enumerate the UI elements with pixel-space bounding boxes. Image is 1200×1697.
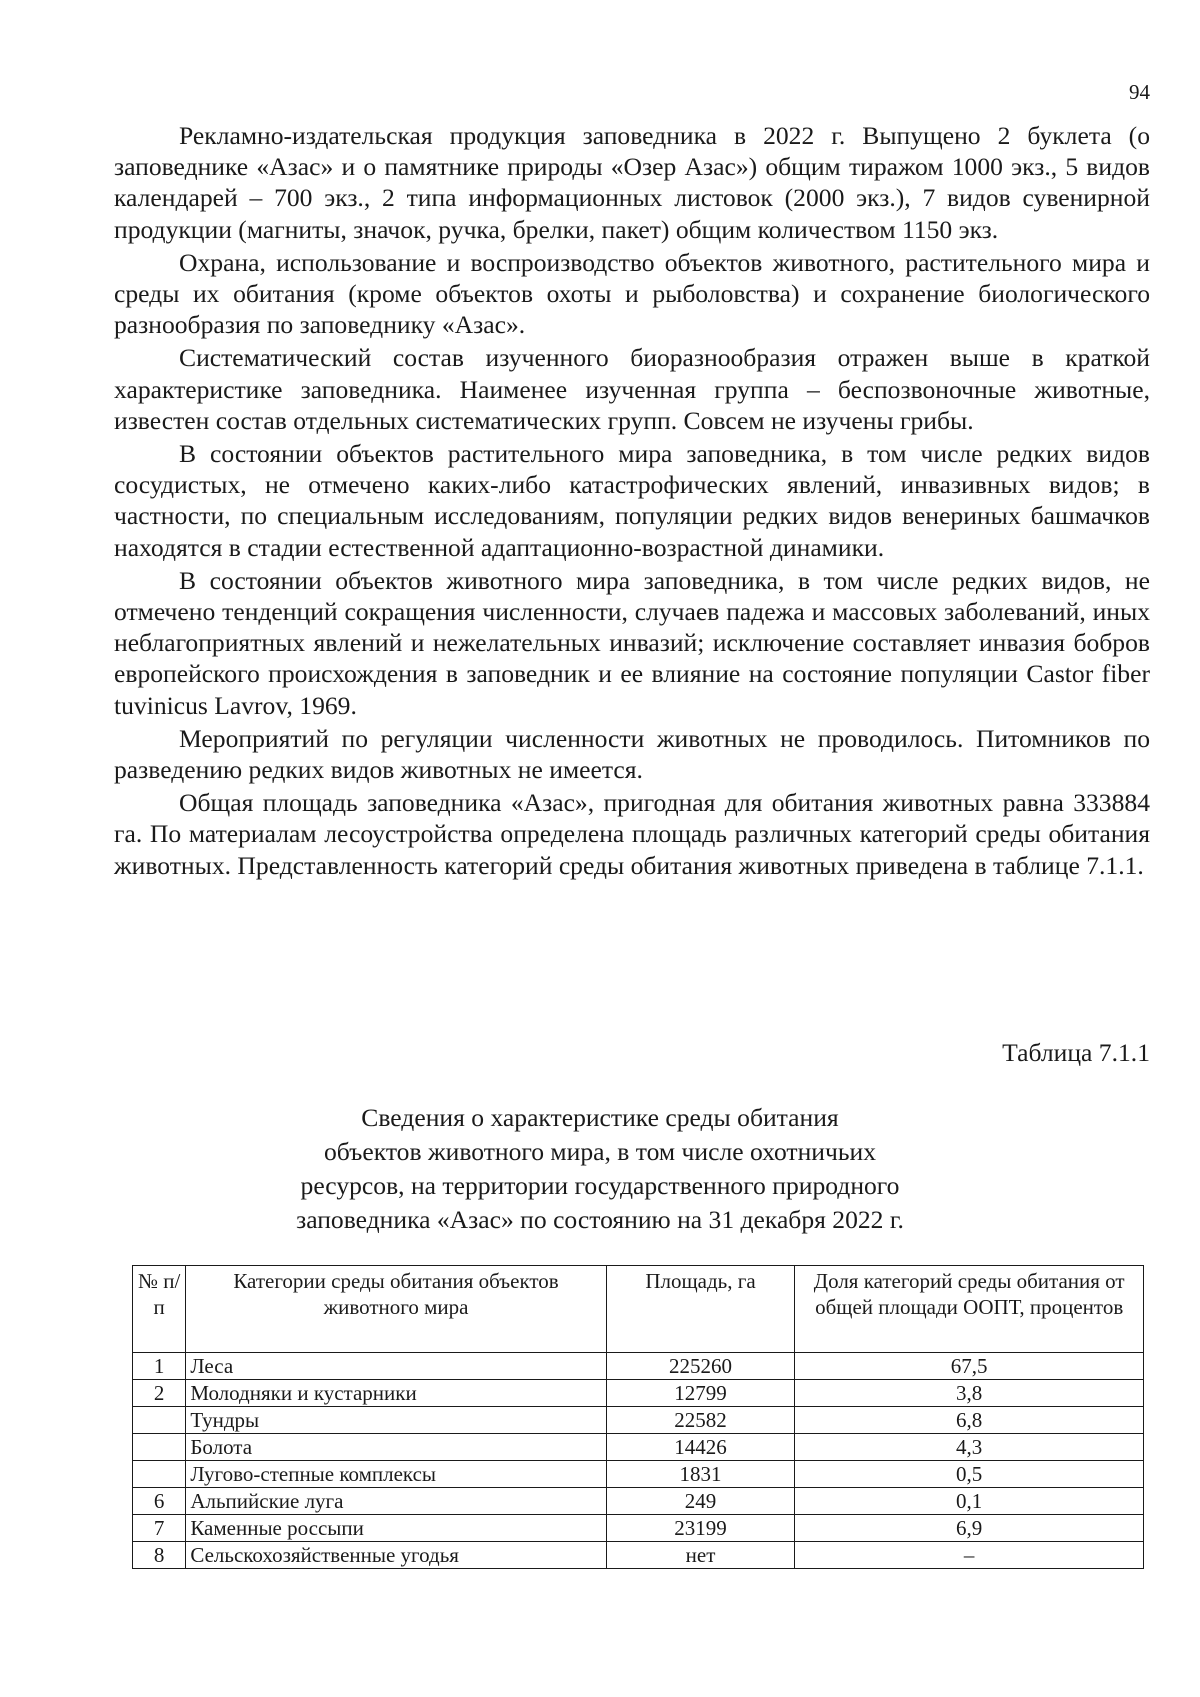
header-num: № п/п: [133, 1266, 186, 1353]
cell-share: 67,5: [795, 1353, 1144, 1380]
table-caption: [240, 1101, 960, 1237]
cell-category: Каменные россыпи: [186, 1515, 606, 1542]
body-text: [114, 120, 1150, 883]
caption-line: заповедника «Азас» по состоянию на 31 декабря 2022 г.: [296, 1205, 904, 1234]
cell-share: 4,3: [795, 1434, 1144, 1461]
cell-num: [133, 1434, 186, 1461]
cell-num: [133, 1407, 186, 1434]
table-row: [133, 1488, 1144, 1515]
header-share: Доля категорий среды обитания от общей площади ООПТ, процентов: [795, 1266, 1144, 1353]
cell-category: Леса: [186, 1353, 606, 1380]
table-row: [133, 1434, 1144, 1461]
paragraph: Мероприятий по регуляции численности животных не проводилось. Питомников по разведению редких видов животных не имеется.: [114, 723, 1150, 785]
habitat-table: [132, 1265, 1144, 1569]
cell-share: 3,8: [795, 1380, 1144, 1407]
cell-num: 2: [133, 1380, 186, 1407]
cell-num: [133, 1461, 186, 1488]
caption-line: объектов животного мира, в том числе охотничьих: [323, 1137, 877, 1166]
cell-share: 6,8: [795, 1407, 1144, 1434]
cell-area: 23199: [606, 1515, 795, 1542]
cell-num: 7: [133, 1515, 186, 1542]
cell-category: Лугово-степные комплексы: [186, 1461, 606, 1488]
header-category: Категории среды обитания объектов животного мира: [186, 1266, 606, 1353]
cell-share: 6,9: [795, 1515, 1144, 1542]
cell-num: 1: [133, 1353, 186, 1380]
cell-share: 0,5: [795, 1461, 1144, 1488]
paragraph: В состоянии объектов растительного мира заповедника, в том числе редких видов сосудистых, не отмечено каких-либо катастрофических явлений, инвазивных видов; в частности, по специальным исследованиям, популяции редких видов венериных башмачков находятся в стадии естественной адаптационно-возрастной динамики.: [114, 439, 1150, 562]
cell-area: 249: [606, 1488, 795, 1515]
cell-share: –: [795, 1542, 1144, 1569]
cell-category: Тундры: [186, 1407, 606, 1434]
table-row: [133, 1353, 1144, 1380]
caption-line: ресурсов, на территории государственного природного: [300, 1171, 900, 1200]
paragraph: Рекламно-издательская продукция заповедника в 2022 г. Выпущено 2 буклета (о заповеднике «Азас» и о памятнике природы «Озер Азас») общим тиражом 1000 экз., 5 видов календарей – 700 экз., 2 типа информационных листовок (2000 экз.), 7 видов сувенирной продукции (магниты, значок, ручка, брелки, пакет) общим количеством 1150 экз.: [114, 121, 1150, 244]
paragraph: В состоянии объектов животного мира заповедника, в том числе редких видов, не отмечено тенденций сокращения численности, случаев падежа и массовых заболеваний, иных неблагоприятных явлений и нежелательных инвазий; исключение составляет инвазия бобров европейского происхождения в заповедник и ее влияние на состояние популяции Castor fiber tuvinicus Lavrov, 1969.: [114, 565, 1150, 720]
header-area: Площадь, га: [606, 1266, 795, 1353]
cell-area: 22582: [606, 1407, 795, 1434]
cell-num: 8: [133, 1542, 186, 1569]
paragraph: Охрана, использование и воспроизводство объектов животного, растительного мира и среды их обитания (кроме объектов охоты и рыболовства) и сохранение биологического разнообразия по заповеднику «Азас».: [114, 247, 1150, 340]
cell-category: Сельскохозяйственные угодья: [186, 1542, 606, 1569]
cell-num: 6: [133, 1488, 186, 1515]
cell-area: нет: [606, 1542, 795, 1569]
page-number: 94: [1129, 80, 1150, 104]
table-row: [133, 1542, 1144, 1569]
cell-area: 225260: [606, 1353, 795, 1380]
table-row: [133, 1461, 1144, 1488]
cell-share: 0,1: [795, 1488, 1144, 1515]
table-row: [133, 1515, 1144, 1542]
cell-area: 12799: [606, 1380, 795, 1407]
table-row: [133, 1407, 1144, 1434]
cell-area: 14426: [606, 1434, 795, 1461]
cell-category: Болота: [186, 1434, 606, 1461]
paragraph: Систематический состав изученного биоразнообразия отражен выше в краткой характеристике заповедника. Наименее изученная группа – беспозвоночные животные, известен состав отдельных систематических групп. Совсем не изучены грибы.: [114, 343, 1150, 435]
table-header-row: [133, 1266, 1144, 1353]
cell-category: Молодняки и кустарники: [186, 1380, 606, 1407]
cell-area: 1831: [606, 1461, 795, 1488]
paragraph: Общая площадь заповедника «Азас», пригодная для обитания животных равна 333884 га. По материалам лесоустройства определена площадь различных категорий среды обитания животных. Представленность категорий среды обитания животных приведена в таблице 7.1.1.: [114, 788, 1150, 880]
table-row: [133, 1380, 1144, 1407]
table-label: Таблица 7.1.1: [1002, 1038, 1150, 1067]
cell-category: Альпийские луга: [186, 1488, 606, 1515]
caption-line: Сведения о характеристике среды обитания: [361, 1103, 839, 1132]
